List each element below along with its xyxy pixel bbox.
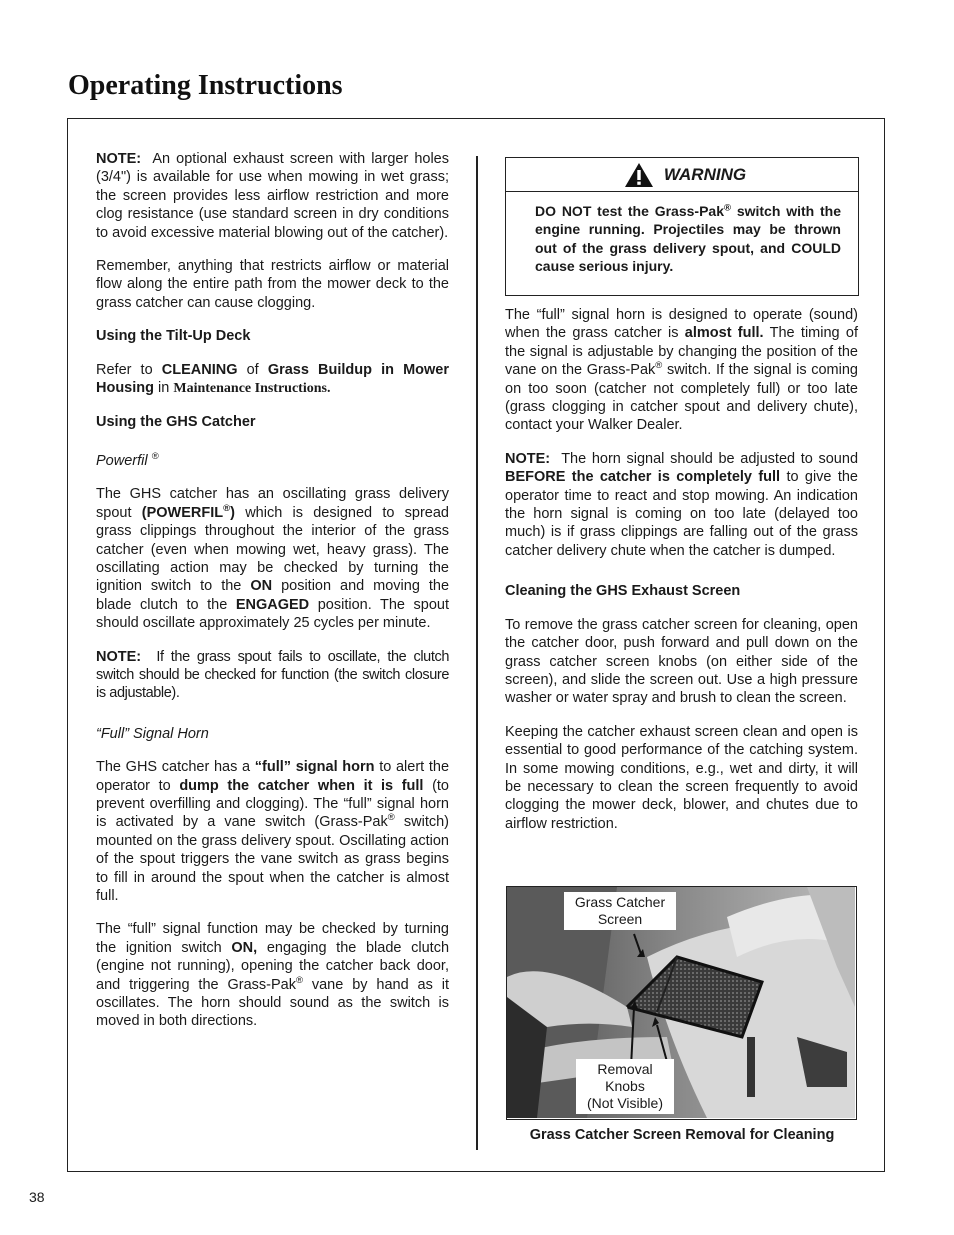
- page-title: Operating Instructions: [68, 70, 343, 101]
- remember-paragraph: Remember, anything that restricts airflow or material flow along the entire path from the mower deck to the grass catcher can cause clogging.: [96, 258, 449, 311]
- callout-grass-catcher-screen: Grass Catcher Screen: [564, 892, 676, 930]
- cleaning-screen-paragraph: To remove the grass catcher screen for cleaning, open the catcher door, push forward and pull down on the grass catcher screen knobs (on either side of the screen), and slide the screen out. Use a high pressure washer or water spray and brush to clean the screen.: [505, 616, 858, 707]
- keep-screen-clean-paragraph: Keeping the catcher exhaust screen clean and open is essential to good performance of the catching system. In some mowing conditions, e.g., wet and dirty, it will be necessary to clean the screen frequently to avoid clogging the mower deck, blower, and chutes due to airflow restriction.: [505, 723, 858, 832]
- warning-title: WARNING: [663, 164, 747, 184]
- note-spout-oscillate: NOTE: If the grass spout fails to oscillate, the clutch switch should be checked for function (the switch closure is adjustable).: [96, 648, 449, 702]
- signal-check-paragraph: The “full” signal function may be checked by turning the ignition switch ON, engaging the blade clutch (engine not running), opening the catcher back door, and triggering the Grass-Pak® vane by hand as it oscillates. The horn should sound as the switch is moved in both directions.: [96, 921, 450, 1030]
- column-divider: [476, 156, 478, 1150]
- figure-caption: Grass Catcher Screen Removal for Cleaning: [529, 1127, 835, 1143]
- warning-box: [505, 157, 859, 296]
- page-number: 38: [29, 1189, 45, 1205]
- warning-triangle-icon: [624, 162, 654, 188]
- warning-text: DO NOT test the Grass-Pak® switch with the engine running. Projectiles may be thrown out of the grass delivery spout, and COULD cause serious injury.: [535, 202, 842, 275]
- full-signal-horn-heading: “Full” Signal Horn: [96, 725, 209, 742]
- tilt-deck-paragraph: Refer to CLEANING of Grass Buildup in Mower Housing in Maintenance Instructions.: [96, 361, 449, 397]
- callout-removal-knobs: Removal Knobs (Not Visible): [576, 1059, 674, 1114]
- horn-timing-paragraph: The “full” signal horn is designed to operate (sound) when the grass catcher is almost full. The timing of the signal is adjustable by changing the position of the vane on the Grass-Pak® switch. If the signal is coming on too soon (catcher not completely full) or too late (grass clogging in catcher spout and delivery chute), contact your Walker Dealer.: [505, 307, 858, 434]
- grass-catcher-photo: [506, 886, 857, 1120]
- powerfil-paragraph: The GHS catcher has an oscillating grass delivery spout (POWERFIL®) which is designed to spread grass clippings throughout the interior of the grass catcher (even when mowing wet, heavy grass). The oscillating action may be checked by turning the ignition switch to the ON position and moving the blade clutch to the ENGAGED position. The spout should oscillate approximately 25 cycles per minute.: [96, 486, 450, 632]
- warning-header: [506, 158, 858, 192]
- right-column: [505, 306, 858, 848]
- cleaning-screen-heading: Cleaning the GHS Exhaust Screen: [505, 583, 741, 600]
- ghs-catcher-heading: Using the GHS Catcher: [96, 414, 256, 431]
- powerfil-heading: Powerfil ®: [96, 451, 159, 469]
- left-column: [96, 150, 449, 1046]
- note-horn-adjust: NOTE: The horn signal should be adjusted to sound BEFORE the catcher is completely full to give the operator time to react and stop mowing. An indication the horn signal is coming on too late (delayed too much) is if grass clippings are falling out of the grass catcher delivery chute when the catcher is dumped.: [505, 450, 859, 559]
- tilt-deck-heading: Using the Tilt-Up Deck: [96, 328, 251, 345]
- note-exhaust-screen: NOTE: An optional exhaust screen with larger holes (3/4") is available for use when mowing in wet grass; the screen provides less airflow restriction and more clog resistance (use standard screen in dry conditions to avoid excessive material blowing out of the catcher).: [96, 151, 449, 241]
- full-signal-horn-paragraph: The GHS catcher has a “full” signal horn to alert the operator to dump the catcher when it is full (to prevent overfilling and clogging). The “full” signal horn is activated by a vane switch (Grass-Pak® switch) mounted on the grass delivery spout. Oscillating action of the spout triggers the vane switch as grass begins to fill in around the spout when the catcher is almost full.: [96, 759, 450, 904]
